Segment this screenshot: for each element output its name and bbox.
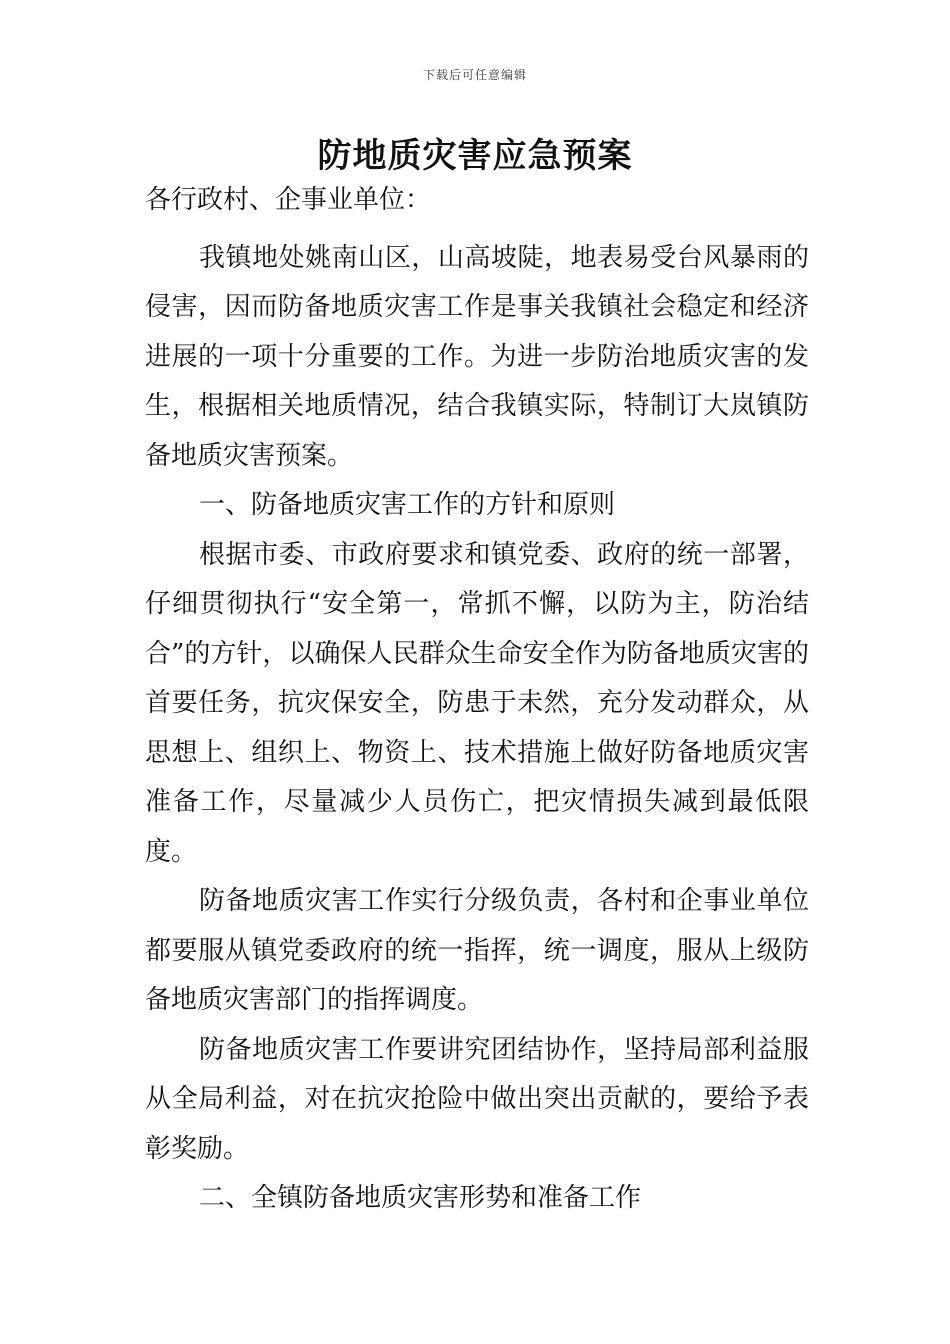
section-heading-1: 一、防备地质灾害工作的方针和原则 [199, 490, 616, 520]
paragraph-intro: 我镇地处姚南山区，山高坡陡，地表易受台风暴雨的侵害，因而防备地质灾害工作是事关我镇社会稳定和经济进展的一项十分重要的工作。为进一步防治地质灾害的发生，根据相关地质情况，结合我镇实际，特制订大岚镇防备地质灾害预案。 [145, 242, 809, 471]
section-heading-2: 二、全镇防备地质灾害形势和准备工作 [199, 1183, 642, 1213]
header-note: 下载后可任意编辑 [422, 68, 527, 82]
document-body [145, 176, 809, 1224]
salutation: 各行政村、企事业单位： [145, 185, 432, 215]
document-title: 防地质灾害应急预案 [317, 136, 633, 176]
paragraph-principles: 根据市委、市政府要求和镇党委、政府的统一部署，仔细贯彻执行“安全第一，常抓不懈，以防为主，防治结合”的方针，以确保人民群众生命安全作为防备地质灾害的首要任务，抗灾保安全，防患于未然，充分发动群众，从思想上、组织上、物资上、技术措施上做好防备地质灾害准备工作，尽量减少人员伤亡，把灾情损失减到最低限度。 [145, 539, 809, 867]
paragraph-responsibility: 防备地质灾害工作实行分级负责，各村和企事业单位都要服从镇党委政府的统一指挥，统一调度，服从上级防备地质灾害部门的指挥调度。 [145, 886, 809, 1015]
paragraph-cooperation: 防备地质灾害工作要讲究团结协作，坚持局部利益服从全局利益，对在抗灾抢险中做出突出贡献的，要给予表彰奖励。 [145, 1034, 809, 1164]
